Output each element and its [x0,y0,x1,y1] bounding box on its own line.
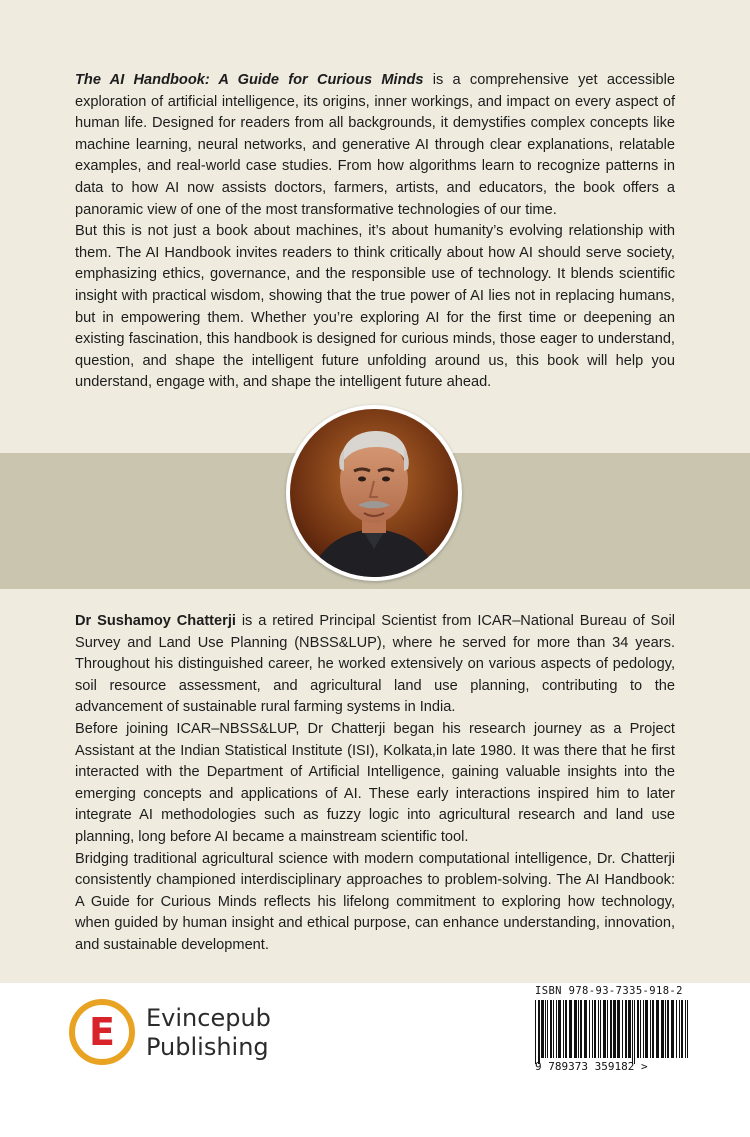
publisher-name [146,1004,271,1062]
barcode-bar [584,1000,587,1058]
barcode-bar [640,1000,641,1058]
barcode-digits: 9 789373 359182 > [535,1060,648,1073]
barcode-bar [603,1000,606,1058]
publisher-name-line-1: Evincepub [146,1004,271,1032]
barcode-bar [679,1000,680,1058]
barcode-bar [656,1000,659,1058]
barcode-bar [645,1000,648,1058]
barcode-bar [676,1000,677,1058]
barcode-bar [547,1000,548,1058]
barcode-bar [625,1000,627,1058]
barcode-bar [594,1000,596,1058]
publisher-name-line-2: Publishing [146,1033,269,1061]
barcode-bar [535,1000,536,1064]
barcode-bar [598,1000,599,1058]
publisher-logo-icon [68,998,136,1066]
barcode-bar [643,1000,644,1058]
barcode-bar [589,1000,590,1058]
bio-paragraph-2: Before joining ICAR–NBSS&LUP, Dr Chatterji began his research journey as a Project Assistant at the Indian Statistical Institute (ISI), Kolkata,in late 1980. It was there that he first interacted with the Department of Artificial Intelligence, gaining valuable insights into the emerging concepts and applications of AI. These early interactions inspired him to later integrate AI methodologies such as fuzzy logic into agricultural research and land use planning, long before AI became a mainstream scientific tool. [75,720,675,845]
description-paragraph-1 [75,70,675,221]
logo-letter: E [89,1010,115,1054]
barcode-bar [637,1000,639,1058]
description-paragraph-2: But this is not just a book about machines, it’s about humanity’s evolving relationship with them. The AI Handbook invites readers to think critically about how AI should serve society, emphasizing ethics, governance, and the responsible use of technology. It blends scientific insight with practical wisdom, showing that the true power of AI lies not in replacing humans, but in empowering them. Whether you’re exploring AI for the first time or deepening an existing fascination, this handbook is designed for curious minds, those eager to understand, question, and shape the intelligent future unfolding around us, this book will help you understand, engage with, and shape the intelligent future ahead. [75,223,675,391]
barcode-bar [574,1000,577,1058]
author-name: Dr Sushamoy Chatterji [75,613,236,629]
barcode-bar [613,1000,616,1058]
barcode-bar [592,1000,593,1058]
barcode-bar [650,1000,651,1058]
barcode-bar [558,1000,561,1058]
barcode-bar [545,1000,546,1058]
barcode-bar [652,1000,654,1058]
bio-paragraph-3: Bridging traditional agricultural science with modern computational intelligence, Dr. Chatterji consistently championed interdisciplinary approaches to problem-solving. The AI Handbook: A Guide for Curious Minds reflects his lifelong commitment to exploring how technology, when guided by human insight and ethical purpose, can enhance understanding, innovation, and sustainable development. [75,850,675,953]
barcode-bar [661,1000,664,1058]
barcode-bar [563,1000,564,1058]
isbn-barcode [533,1000,693,1064]
barcode-bar [569,1000,572,1058]
barcode-bar [538,1000,540,1064]
barcode-bar [553,1000,554,1058]
barcode-bar [622,1000,623,1058]
isbn-label: ISBN 978-93-7335-918-2 [535,985,683,997]
barcode-bar [687,1000,688,1058]
barcode-bar [578,1000,579,1058]
barcode-bar [628,1000,631,1058]
author-biography [75,611,675,957]
barcode-bar [607,1000,608,1058]
description-text: is a comprehensive yet accessible exploration of artificial intelligence, its origins, inner workings, and impact on every aspect of human life. Designed for readers from all backgrounds, it demystifies complex concepts like machine learning, neural networks, and generative AI through clear explanations, relatable examples, and real-world case studies. From how algorithms learn to recognize patterns in data to how AI now assists doctors, farmers, artists, and educators, the book offers a panoramic view of one of the most transformative technologies of our time. [75,72,675,218]
barcode-bar [617,1000,620,1058]
author-portrait-frame [286,405,462,581]
barcode-bar [600,1000,601,1058]
bio-text: is a retired Principal Scientist from ICAR–National Bureau of Soil Survey and Land Use Planning (NBSS&LUP), where he served for more than 34 years. Throughout his distinguished career, he worked extensively on various aspects of pedology, soil resource assessment, and agricultural land use planning, contributing to the advancement of sustainable rural farming systems in India. [75,613,676,716]
barcode-bar [685,1000,686,1058]
barcode-bar [580,1000,582,1058]
barcode-bar [565,1000,567,1058]
book-title: The AI Handbook: A Guide for Curious Minds [75,72,424,88]
bio-paragraph-1 [75,611,675,719]
barcode-bar [681,1000,683,1058]
barcode-bar [671,1000,674,1058]
author-photo-illustration [290,409,458,577]
barcode-bar [556,1000,557,1058]
book-description [75,70,675,394]
barcode-bar [541,1000,544,1058]
barcode-bar [667,1000,669,1058]
barcode-bar [610,1000,612,1058]
barcode-bar [665,1000,666,1058]
barcode-bar [550,1000,552,1058]
author-photo [290,409,458,577]
barcode-bar [634,1000,635,1064]
barcode-bar [632,1000,633,1064]
